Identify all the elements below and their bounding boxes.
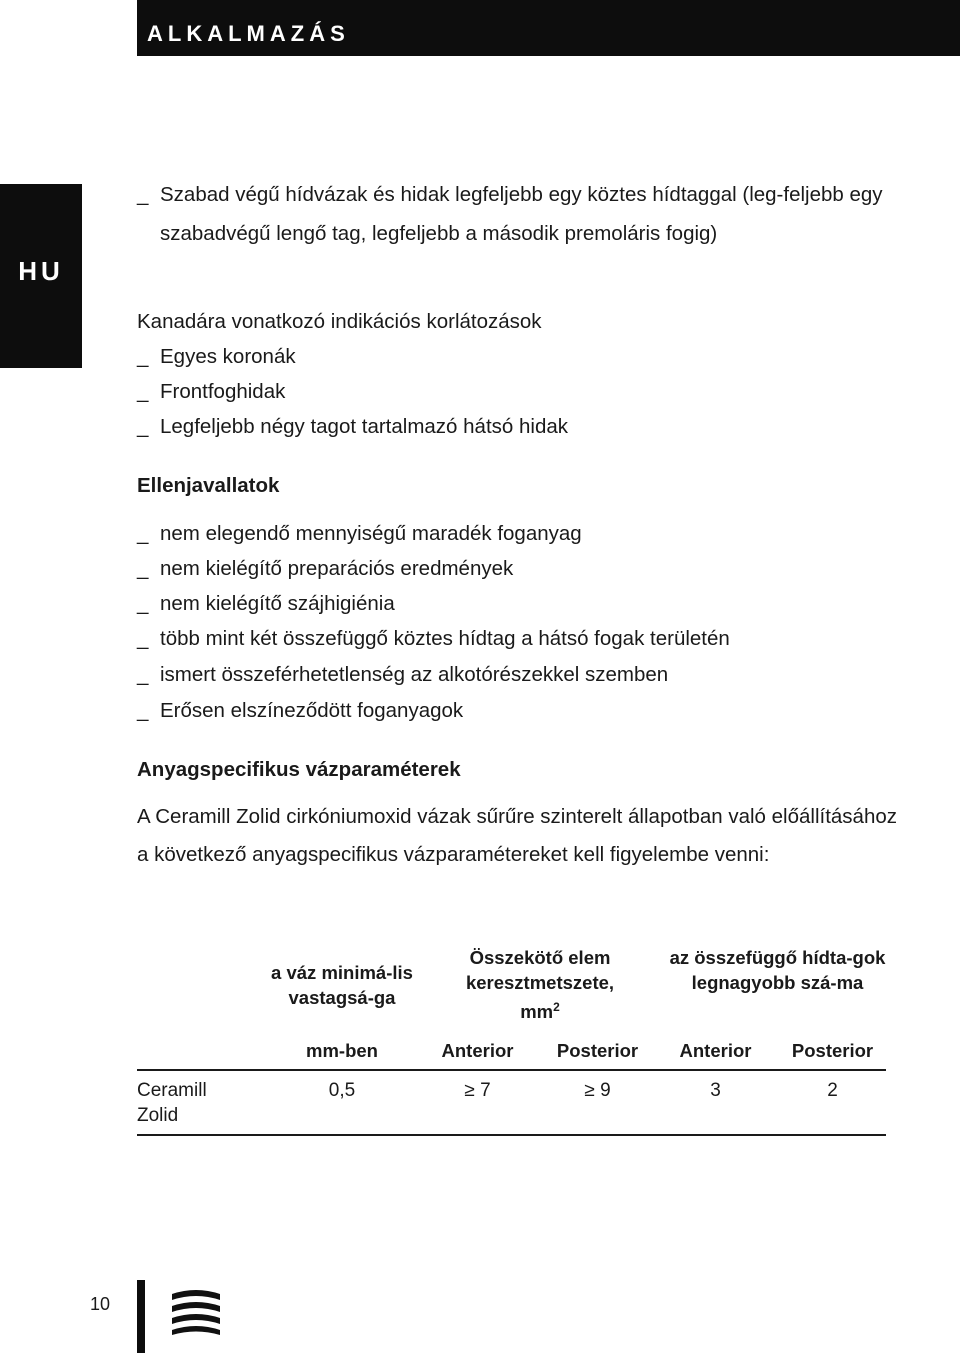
header-bar xyxy=(137,0,960,56)
cell-posterior: 2 xyxy=(827,1080,838,1101)
parameters-text: A Ceramill Zolid cirkóniumoxid vázak sűrűre szinterelt állapotban való előállításához a következő anyagspecifikus vázparamétereket kell figyelembe venni: xyxy=(137,805,898,866)
canada-item: _ Frontfoghidak xyxy=(137,380,286,403)
cell-posterior: ≥ 9 xyxy=(584,1080,611,1101)
contraindication-item: _ ismert összeférhetetlenség az alkotórészekkel szemben xyxy=(137,663,669,686)
row-label: Ceramill Zolid xyxy=(137,1080,207,1126)
language-tab xyxy=(0,184,82,368)
cell-thickness: 0,5 xyxy=(328,1080,356,1101)
parameters-title: Anyagspecifikus vázparaméterek xyxy=(137,758,461,781)
subheader-posterior: Posterior xyxy=(791,1040,874,1061)
header-thickness-unit: mm-ben xyxy=(306,1040,378,1061)
subheader-posterior: Posterior xyxy=(556,1040,639,1061)
section-title: ALKALMAZÁS xyxy=(147,21,350,46)
subheader-anterior: Anterior xyxy=(679,1040,752,1061)
header-connector: Összekötő elem keresztmetszete, $mm^2$ xyxy=(465,947,615,1023)
contraindication-item: _ nem kielégítő szájhigiénia xyxy=(137,592,395,615)
indication-item: _ Szabad végű hídvázak és hidak legfeljebb egy köztes hídtaggal (leg-feljebb egy szabadvégű lengő tag, legfeljebb a második premoláris fogig) xyxy=(137,183,883,245)
table-rule-top xyxy=(137,1069,886,1071)
contraindication-item: _ Erősen elszíneződött foganyagok xyxy=(137,699,464,722)
brand-logo-icon xyxy=(170,1288,222,1341)
contraindication-item: _ több mint két összefüggő köztes hídtag a hátsó fogak területén xyxy=(137,627,730,650)
canada-title: Kanadára vonatkozó indikációs korlátozások xyxy=(137,310,542,333)
header-thickness: a váz minimá-lis vastagsá-ga xyxy=(271,962,413,1008)
footer-bar xyxy=(137,1280,145,1353)
cell-anterior: 3 xyxy=(710,1080,721,1101)
cell-anterior: ≥ 7 xyxy=(464,1080,491,1101)
contraindication-item: _ nem kielégítő preparációs eredmények xyxy=(137,557,514,580)
contraindications-title: Ellenjavallatok xyxy=(137,474,280,497)
table-rule-bottom xyxy=(137,1134,886,1136)
language-code: HU xyxy=(18,256,64,286)
contraindication-item: _ nem elegendő mennyiségű maradék foganyag xyxy=(137,522,582,545)
canada-item: _ Egyes koronák xyxy=(137,345,296,368)
subheader-anterior: Anterior xyxy=(441,1040,514,1061)
page-number: 10 xyxy=(90,1294,111,1314)
header-pontics: az összefüggő hídta-gok legnagyobb szá-ma xyxy=(669,947,886,993)
canada-item: _ Legfeljebb négy tagot tartalmazó hátsó hidak xyxy=(137,415,568,438)
